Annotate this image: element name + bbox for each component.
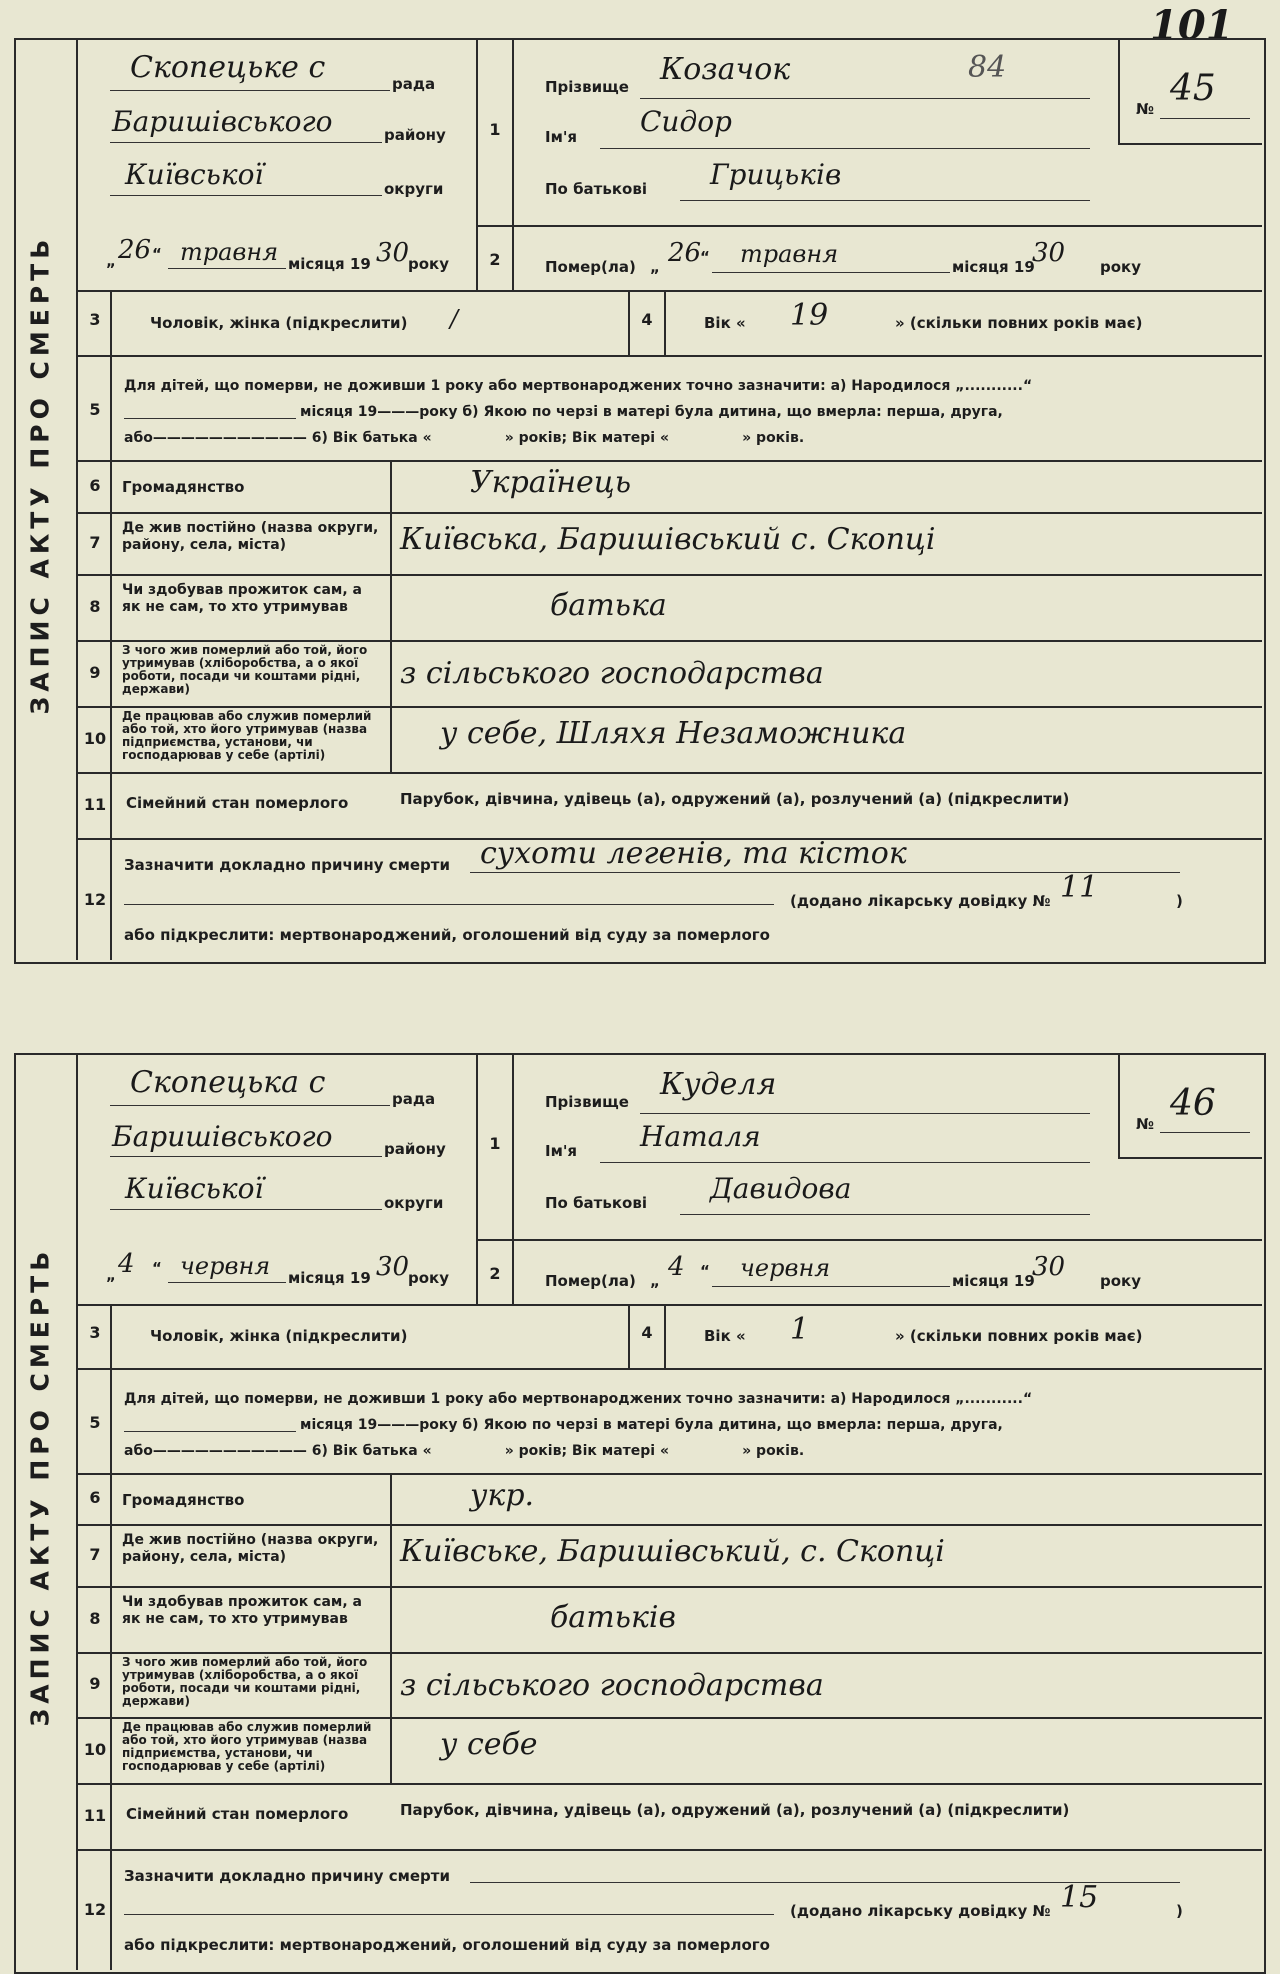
name-underline — [600, 1162, 1090, 1163]
row-line — [76, 512, 1262, 514]
raion-underline — [110, 142, 382, 143]
row-5-line — [76, 460, 1262, 462]
surname-value: Козачок — [660, 52, 791, 87]
row-number-5: 5 — [89, 1413, 101, 1432]
row-number-3: 3 — [89, 310, 101, 329]
number-box-left — [1118, 38, 1120, 143]
record-number: 45 — [1170, 68, 1216, 109]
raion-label: району — [384, 126, 446, 144]
workplace-value: у себе — [440, 1727, 538, 1762]
row-number-10: 10 — [83, 729, 107, 748]
row-number-8: 8 — [89, 1609, 101, 1628]
reg-year: 30 — [376, 1252, 410, 1282]
row-number-12: 12 — [83, 1900, 107, 1919]
reg-day: 26 — [118, 235, 152, 265]
row-number-3: 3 — [89, 1323, 101, 1342]
number-box-left — [1118, 1053, 1120, 1157]
surname-value: Куделя — [660, 1067, 777, 1102]
patronymic-label: По батькові — [545, 180, 647, 198]
row-line — [76, 706, 1262, 708]
source-value: з сільського господарства — [400, 656, 824, 691]
name-label: Ім'я — [545, 128, 578, 146]
row-4-line — [76, 355, 1262, 357]
death-label: Помер(ла) — [545, 258, 636, 276]
reg-misiatsia-label: місяця 19 — [288, 1269, 371, 1287]
sex-age-divider-b — [664, 290, 666, 355]
citizenship-label: Громадянство — [122, 1491, 245, 1509]
sidebar-divider — [76, 1053, 78, 1970]
residence-label: Де жив постійно (назва округи, району, села, міста) — [122, 520, 379, 553]
row-line — [76, 640, 1262, 642]
age-label: Вік « — [704, 1327, 746, 1345]
sex-age-divider-a — [628, 290, 630, 355]
marital-options: Парубок, дівчина, удівець (а), одружений (а), розлучений (а) (підкреслити) — [400, 790, 1070, 808]
reg-date-quote-open: „ — [106, 252, 116, 270]
children-line-3: або——————————— 6) Вік батька « » років; Вік матері « » років. — [124, 430, 805, 446]
certificate-number: 11 — [1060, 870, 1099, 905]
livelihood-value: батьків — [550, 1600, 676, 1635]
okruha-value: Київської — [125, 158, 264, 191]
death-day: 26 — [668, 238, 702, 268]
row-number-6: 6 — [89, 1488, 101, 1507]
rada-label: рада — [392, 1090, 436, 1108]
header-divider-b — [512, 38, 514, 290]
death-date-quote-open: „ — [650, 1272, 660, 1290]
reg-month: червня — [180, 1252, 271, 1280]
age-tail-label: » (скільки повних років має) — [895, 314, 1143, 332]
cause-label: Зазначити докладно причину смерти — [124, 1867, 450, 1885]
row-number-6: 6 — [89, 476, 101, 495]
row-number-4: 4 — [641, 310, 653, 329]
death-month: червня — [740, 1254, 831, 1282]
row-number-7: 7 — [89, 1545, 101, 1564]
reg-roku-label: року — [408, 255, 450, 273]
surname-underline — [640, 98, 1090, 99]
row-number-12: 12 — [83, 890, 107, 909]
death-year: 30 — [1032, 238, 1066, 268]
death-day: 4 — [668, 1252, 685, 1282]
livelihood-label: Чи здобував прожиток сам, а як не сам, то хто утримував — [122, 1594, 362, 1627]
row-number-11: 11 — [83, 795, 107, 814]
source-value: з сільського господарства — [400, 1668, 824, 1703]
row-line — [76, 1849, 1262, 1851]
header-row-line — [476, 225, 1262, 227]
okruha-underline — [110, 195, 382, 196]
row-number-9: 9 — [89, 663, 101, 682]
label-column-divider — [390, 460, 392, 772]
row-line — [76, 772, 1262, 774]
name-value: Сидор — [640, 105, 732, 138]
surname-label: Прізвище — [545, 78, 629, 96]
sidebar-divider — [76, 38, 78, 960]
row-number-8: 8 — [89, 597, 101, 616]
record-number: 46 — [1170, 1083, 1216, 1124]
row-line — [76, 1586, 1262, 1588]
citizenship-label: Громадянство — [122, 478, 245, 496]
reg-roku-label: року — [408, 1269, 450, 1287]
death-year: 30 — [1032, 1252, 1066, 1282]
number-box-bottom — [1118, 143, 1262, 145]
source-label: З чого жив померлий або той, його утримував (хліборобства, а о якої роботи, посади чи коштами рідні, держави) — [122, 643, 368, 696]
okruha-underline — [110, 1209, 382, 1210]
death-misiatsia-label: місяця 19 — [952, 1272, 1035, 1290]
number-box-bottom — [1118, 1157, 1262, 1159]
children-line-1: Для дітей, що померви, не доживши 1 року або мертвонароджених точно зазначити: а) Народилося „...........“ — [124, 1391, 1033, 1407]
children-blank-1 — [124, 418, 296, 419]
certificate-label: (додано лікарську довідку № — [790, 1902, 1051, 1920]
number-label: № — [1136, 1115, 1155, 1133]
death-record-45 — [0, 20, 1280, 950]
patronymic-value: Грицьків — [710, 158, 842, 191]
number-underline — [1160, 1132, 1250, 1133]
row-number-4: 4 — [641, 1323, 653, 1342]
stillborn-note: або підкреслити: мертвонароджений, оголошений від суду за померлого — [124, 1936, 770, 1954]
patronymic-underline — [680, 200, 1090, 201]
reg-date-quote-close: “ — [152, 1259, 162, 1277]
row-number-9: 9 — [89, 1674, 101, 1693]
residence-value: Київська, Баришівський с. Скопці — [400, 522, 936, 557]
death-date-quote-close: “ — [700, 1262, 710, 1280]
row-number-2: 2 — [489, 1264, 501, 1283]
rada-label: рада — [392, 75, 436, 93]
sex-age-divider-a — [628, 1304, 630, 1369]
header-divider-b — [512, 1053, 514, 1304]
residence-label: Де жив постійно (назва округи, району, села, міста) — [122, 1532, 379, 1565]
death-roku-label: року — [1100, 258, 1142, 276]
source-label: З чого жив померлий або той, його утримував (хліборобства, а о якої роботи, посади чи коштами рідні, держави) — [122, 1655, 368, 1708]
sex-mark: / — [450, 305, 459, 333]
row-number-10: 10 — [83, 1740, 107, 1759]
sex-label: Чоловік, жінка (підкреслити) — [150, 314, 408, 332]
name-label: Ім'я — [545, 1142, 578, 1160]
row-number-2: 2 — [489, 250, 501, 269]
header-divider-a — [476, 38, 478, 290]
reg-month-underline — [168, 268, 286, 269]
livelihood-value: батька — [550, 588, 667, 623]
death-roku-label: року — [1100, 1272, 1142, 1290]
cause-underline-2 — [124, 1914, 774, 1915]
reg-month: травня — [180, 238, 279, 266]
reg-month-underline — [168, 1282, 286, 1283]
number-column-divider — [110, 290, 112, 960]
marital-options: Парубок, дівчина, удівець (а), одружений (а), розлучений (а) (підкреслити) — [400, 1801, 1070, 1819]
side-title: ЗАПИС АКТУ ПРО СМЕРТЬ — [25, 234, 55, 715]
death-record-46 — [0, 1035, 1280, 1960]
name-underline — [600, 148, 1090, 149]
children-line-2: місяця 19———року б) Якою по черзі в матері була дитина, що вмерла: перша, друга, — [300, 404, 1003, 420]
certificate-close: ) — [1176, 1902, 1183, 1920]
row-line — [76, 1652, 1262, 1654]
children-line-2: місяця 19———року б) Якою по черзі в матері була дитина, що вмерла: перша, друга, — [300, 1417, 1003, 1433]
children-line-3: або——————————— 6) Вік батька « » років; Вік матері « » років. — [124, 1443, 805, 1459]
raion-underline — [110, 1156, 382, 1157]
stillborn-note: або підкреслити: мертвонароджений, оголошений від суду за померлого — [124, 926, 770, 944]
age-value: 19 — [790, 298, 829, 333]
number-column-divider — [110, 1304, 112, 1970]
number-label: № — [1136, 100, 1155, 118]
certificate-label: (додано лікарську довідку № — [790, 892, 1051, 910]
death-month-underline — [712, 272, 950, 273]
row-number-1: 1 — [489, 1134, 501, 1153]
sex-age-divider-b — [664, 1304, 666, 1369]
okruha-value: Київської — [125, 1172, 264, 1205]
death-label: Помер(ла) — [545, 1272, 636, 1290]
number-underline — [1160, 118, 1250, 119]
children-blank-1 — [124, 1431, 296, 1432]
row-number-5: 5 — [89, 400, 101, 419]
surname-underline — [640, 1113, 1090, 1114]
residence-value: Київське, Баришівський, с. Скопці — [400, 1534, 945, 1569]
okruha-label: округи — [384, 180, 444, 198]
citizenship-value: укр. — [470, 1478, 535, 1513]
rada-underline — [110, 90, 390, 91]
age-value: 1 — [790, 1312, 810, 1347]
rada-value: Скопецьке с — [130, 50, 326, 85]
age-tail-label: » (скільки повних років має) — [895, 1327, 1143, 1345]
name-value: Наталя — [640, 1120, 761, 1153]
death-date-quote-open: „ — [650, 258, 660, 276]
sex-label: Чоловік, жінка (підкреслити) — [150, 1327, 408, 1345]
label-column-divider — [390, 1473, 392, 1783]
header-row-line — [476, 1239, 1262, 1241]
row-4-line — [76, 1368, 1262, 1370]
children-line-1: Для дітей, що померви, не доживши 1 року або мертвонароджених точно зазначити: а) Народилося „...........“ — [124, 378, 1033, 394]
surname-label: Прізвище — [545, 1093, 629, 1111]
row-3-line — [76, 290, 1262, 292]
okruha-label: округи — [384, 1194, 444, 1212]
rada-underline — [110, 1105, 390, 1106]
row-line — [76, 1783, 1262, 1785]
cause-label: Зазначити докладно причину смерти — [124, 856, 450, 874]
patronymic-label: По батькові — [545, 1194, 647, 1212]
row-3-line — [76, 1304, 1262, 1306]
death-month-underline — [712, 1286, 950, 1287]
age-label: Вік « — [704, 314, 746, 332]
workplace-label: Де працював або служив померлий або той, хто його утримував (назва підприємства, установи, чи господарював у себе (артілі) — [122, 1720, 372, 1773]
row-line — [76, 1524, 1262, 1526]
workplace-value: у себе, Шляхя Незаможника — [440, 716, 907, 751]
citizenship-value: Українець — [470, 465, 632, 500]
certificate-close: ) — [1176, 892, 1183, 910]
death-misiatsia-label: місяця 19 — [952, 258, 1035, 276]
reg-year: 30 — [376, 238, 410, 268]
death-date-quote-close: “ — [700, 248, 710, 266]
cause-value: сухоти легенів, та кісток — [480, 836, 907, 871]
livelihood-label: Чи здобував прожиток сам, а як не сам, то хто утримував — [122, 582, 362, 615]
row-number-7: 7 — [89, 533, 101, 552]
row-number-11: 11 — [83, 1806, 107, 1825]
marital-label: Сімейний стан померлого — [126, 1805, 349, 1823]
raion-value: Баришівського — [112, 105, 333, 138]
reg-date-quote-open: „ — [106, 1266, 116, 1284]
patronymic-value: Давидова — [710, 1172, 852, 1205]
raion-value: Баришівського — [112, 1120, 333, 1153]
reg-day: 4 — [118, 1249, 135, 1279]
raion-label: району — [384, 1140, 446, 1158]
rada-value: Скопецька с — [130, 1065, 326, 1100]
row-line — [76, 574, 1262, 576]
row-number-1: 1 — [489, 120, 501, 139]
row-line — [76, 1717, 1262, 1719]
row-5-line — [76, 1473, 1262, 1475]
side-title: ЗАПИС АКТУ ПРО СМЕРТЬ — [25, 1246, 55, 1727]
death-month: травня — [740, 240, 839, 268]
surname-note: 84 — [968, 50, 1007, 85]
workplace-label: Де працював або служив померлий або той, хто його утримував (назва підприємства, установи, чи господарював у себе (артілі) — [122, 709, 372, 762]
cause-underline-2 — [124, 904, 774, 905]
patronymic-underline — [680, 1214, 1090, 1215]
header-divider-a — [476, 1053, 478, 1304]
reg-misiatsia-label: місяця 19 — [288, 255, 371, 273]
certificate-number: 15 — [1060, 1880, 1099, 1915]
reg-date-quote-close: “ — [152, 245, 162, 263]
page-number: 101 — [1150, 2, 1234, 49]
marital-label: Сімейний стан померлого — [126, 794, 349, 812]
